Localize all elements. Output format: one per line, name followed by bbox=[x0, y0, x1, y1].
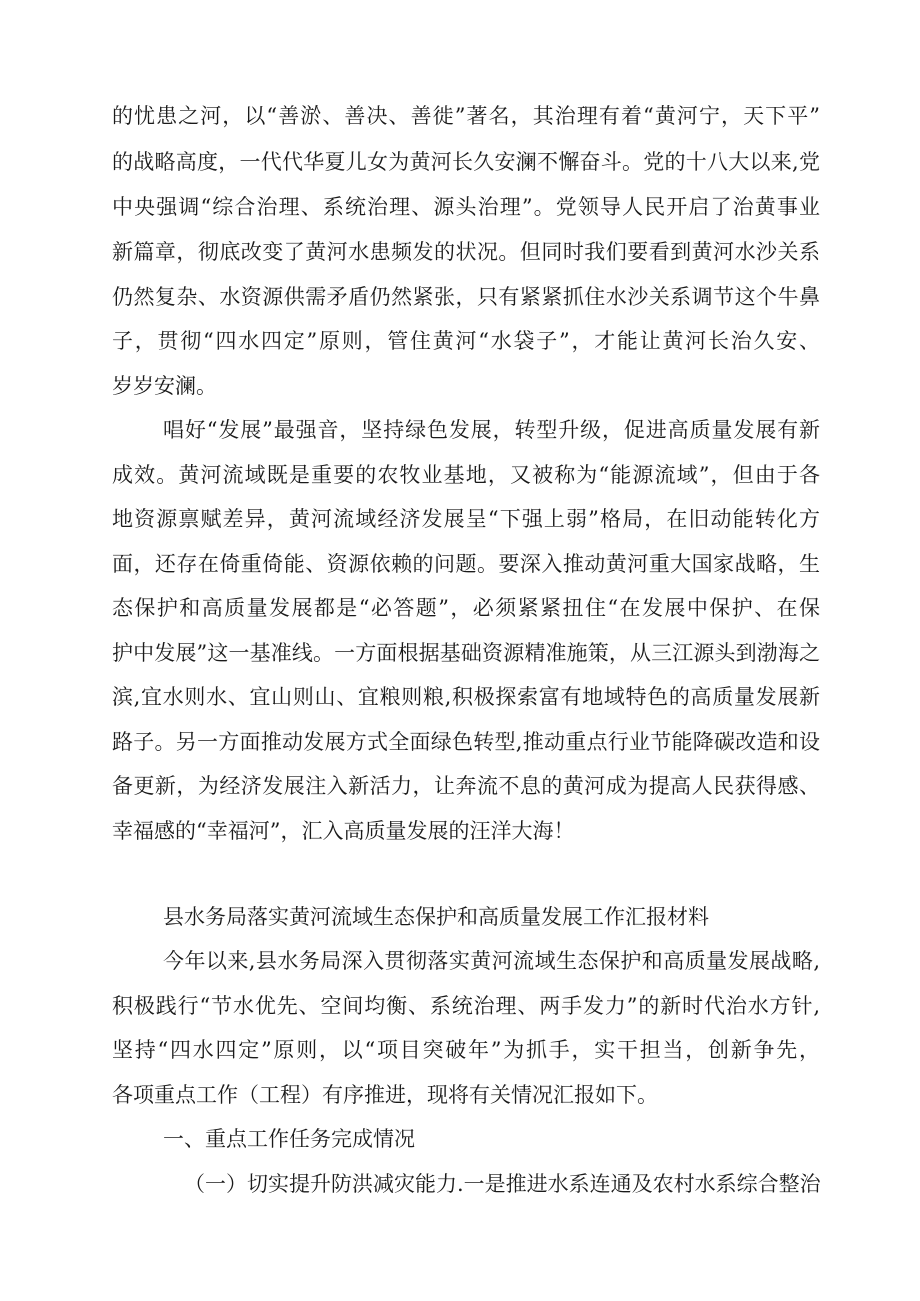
section-heading: 一、重点工作任务完成情况 bbox=[163, 1127, 415, 1151]
paragraph-line: 子，贯彻“四水四定”原则，管住黄河“水袋子”，才能让黄河长治久安、 bbox=[112, 329, 820, 353]
paragraph-line: 今年以来,县水务局深入贯彻落实黄河流域生态保护和高质量发展战略, bbox=[163, 949, 820, 973]
paragraph-line: 护中发展”这一基准线。一方面根据基础资源精准施策，从三江源头到渤海之 bbox=[112, 641, 820, 665]
paragraph-line: 滨,宜水则水、宜山则山、宜粮则粮,积极探索富有地域特色的高质量发展新 bbox=[112, 685, 820, 709]
paragraph-line: 中央强调“综合治理、系统治理、源头治理”。党领导人民开启了治黄事业 bbox=[112, 195, 820, 219]
paragraph-line: 备更新，为经济发展注入新活力，让奔流不息的黄河成为提高人民获得感、 bbox=[112, 774, 820, 798]
paragraph-line: 新篇章，彻底改变了黄河水患频发的状况。但同时我们要看到黄河水沙关系 bbox=[112, 240, 820, 264]
paragraph-line: 唱好“发展”最强音，坚持绿色发展，转型升级，促进高质量发展有新 bbox=[163, 418, 820, 442]
paragraph-line: 坚持“四水四定”原则，以“项目突破年”为抓手，实干担当，创新争先， bbox=[112, 1038, 820, 1062]
subsection-line: （一）切实提升防洪减灾能力.一是推进水系连通及农村水系综合整治 bbox=[184, 1172, 821, 1196]
paragraph-line: 幸福感的“幸福河”，汇入高质量发展的汪洋大海！ bbox=[112, 819, 575, 843]
paragraph-line: 岁岁安澜。 bbox=[112, 374, 217, 398]
paragraph-line: 面，还存在倚重倚能、资源依赖的问题。要深入推动黄河重大国家战略，生 bbox=[112, 552, 820, 576]
paragraph-line: 积极践行“节水优先、空间均衡、系统治理、两手发力”的新时代治水方针, bbox=[112, 994, 820, 1018]
paragraph-line: 路子。另一方面推动发展方式全面绿色转型,推动重点行业节能降碳改造和设 bbox=[112, 730, 820, 754]
paragraph-line: 的战略高度，一代代华夏儿女为黄河长久安澜不懈奋斗。党的十八大以来,党 bbox=[112, 150, 820, 174]
paragraph-line: 成效。黄河流域既是重要的农牧业基地，又被称为“能源流域”，但由于各 bbox=[112, 463, 820, 487]
paragraph-line: 各项重点工作（工程）有序推进，现将有关情况汇报如下。 bbox=[112, 1083, 658, 1107]
paragraph-line: 仍然复杂、水资源供需矛盾仍然紧张，只有紧紧抓住水沙关系调节这个牛鼻 bbox=[112, 285, 820, 309]
report-title: 县水务局落实黄河流域生态保护和高质量发展工作汇报材料 bbox=[163, 905, 709, 929]
paragraph-line: 的忧患之河，以“善淤、善决、善徙”著名，其治理有着“黄河宁，天下平” bbox=[112, 104, 820, 128]
paragraph-line: 态保护和高质量发展都是“必答题”，必须紧紧扭住“在发展中保护、在保 bbox=[112, 596, 820, 620]
paragraph-line: 地资源禀赋差异，黄河流域经济发展呈“下强上弱”格局，在旧动能转化方 bbox=[112, 507, 820, 531]
